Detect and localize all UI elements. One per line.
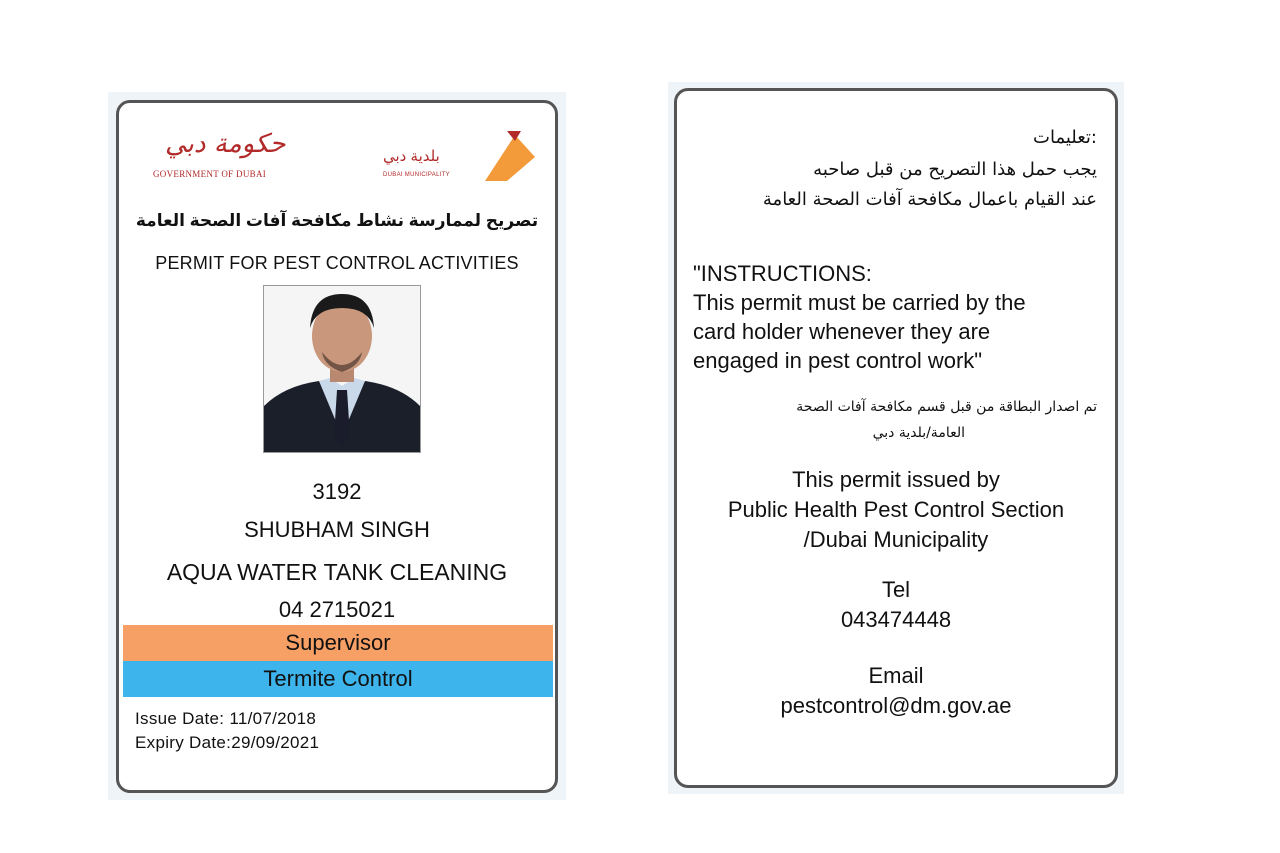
instructions-line4: engaged in pest control work" xyxy=(693,348,983,373)
company-name: AQUA WATER TANK CLEANING xyxy=(166,559,508,585)
instructions-line2: This permit must be carried by the xyxy=(693,290,1026,315)
arabic-instructions-title: :تعليمات xyxy=(1033,127,1097,148)
issued-by-line2: Public Health Pest Control Section xyxy=(727,497,1065,522)
holder-photo-image xyxy=(264,286,420,452)
holder-name: SHUBHAM SINGH xyxy=(244,517,430,542)
permit-title-english: PERMIT FOR PEST CONTROL ACTIVITIES xyxy=(155,253,519,273)
permit-dates xyxy=(135,707,319,755)
arabic-issued-line1: تم اصدار البطاقة من قبل قسم مكافحة آفات الصحة xyxy=(796,399,1097,415)
instructions-line3: card holder whenever they are xyxy=(693,319,991,344)
permit-number: 3192 xyxy=(312,479,362,504)
arabic-issued-line2: العامة/بلدية دبي xyxy=(872,425,965,441)
holder-photo xyxy=(263,285,421,453)
dm-mark-icon xyxy=(477,127,537,183)
permit-card-back xyxy=(674,88,1118,788)
gov-logo-arabic: حكومة دبي xyxy=(165,129,286,159)
permit-title-arabic: تصريح لممارسة نشاط مكافحة آفات الصحة العامة xyxy=(135,211,539,230)
dm-logo-english: DUBAI MUNICIPALITY xyxy=(383,172,450,178)
tel-label: Tel xyxy=(881,577,911,602)
dubai-municipality-logo xyxy=(377,127,547,187)
issued-by-line1: This permit issued by xyxy=(792,467,1000,492)
issue-date-value: 11/07/2018 xyxy=(229,709,317,728)
expiry-date-label: Expiry Date: xyxy=(135,733,232,752)
issued-by-line3: /Dubai Municipality xyxy=(803,527,989,552)
dm-logo-arabic: بلدية دبي xyxy=(383,148,440,165)
issue-date-label: Issue Date: xyxy=(135,709,225,728)
permit-card-front xyxy=(116,100,558,793)
email-value: pestcontrol@dm.gov.ae xyxy=(780,693,1012,718)
government-of-dubai-logo xyxy=(149,129,299,189)
role-band: Supervisor xyxy=(123,625,553,661)
arabic-instructions-line1: يجب حمل هذا التصريح من قبل صاحبه xyxy=(813,159,1097,180)
english-instructions xyxy=(693,259,1113,375)
company-phone: 04 2715021 xyxy=(278,597,396,622)
arabic-instructions-line2: عند القيام باعمال مكافحة آفات الصحة العامة xyxy=(762,189,1097,210)
issue-date-row xyxy=(135,707,319,731)
activity-band: Termite Control xyxy=(123,661,553,697)
expiry-date-row xyxy=(135,731,319,755)
email-label: Email xyxy=(868,663,924,688)
gov-logo-english: GOVERNMENT OF DUBAI xyxy=(153,169,267,179)
tel-value: 043474448 xyxy=(840,607,952,632)
instructions-heading: "INSTRUCTIONS: xyxy=(693,261,872,286)
expiry-date-value: 29/09/2021 xyxy=(231,733,320,752)
